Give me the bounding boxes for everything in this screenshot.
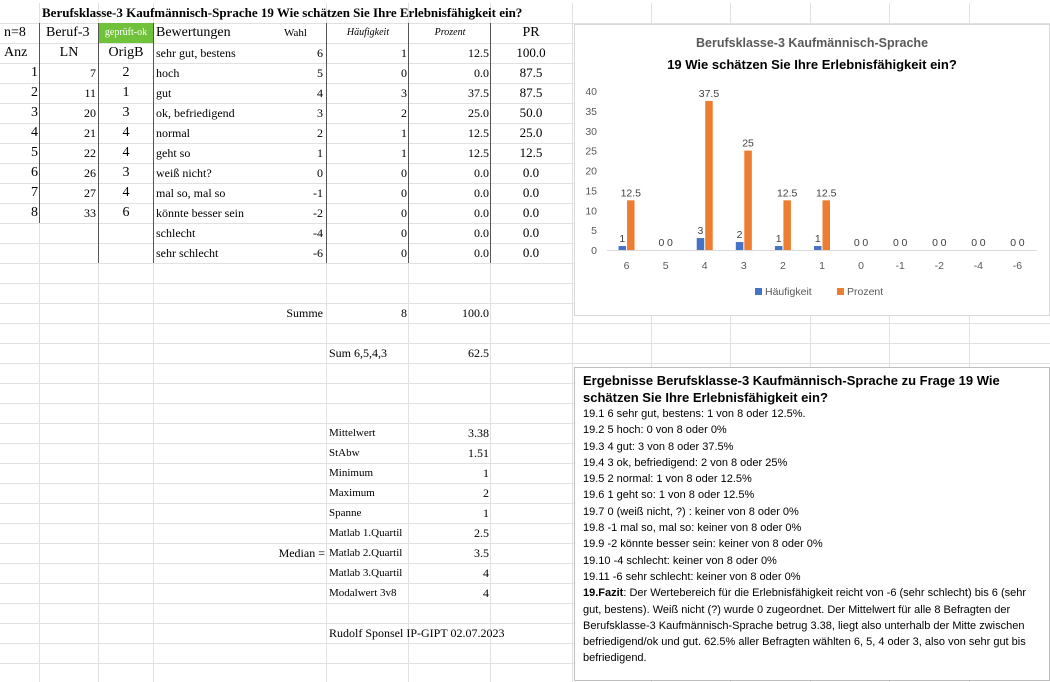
stat-value: 4 <box>483 586 489 600</box>
y-tick-label: 10 <box>585 205 597 218</box>
data-label-haeufigkeit: 0 <box>853 237 860 249</box>
x-tick-label: 5 <box>662 260 669 272</box>
results-heading: Ergebnisse Berufsklasse-3 Kaufmännisch-Sprache zu Frage 19 Wie schätzen Sie Ihre Erlebnisfähigkeit ein? <box>583 373 1000 405</box>
rating-prozent: 0.0 <box>474 246 489 260</box>
rating-label: sehr schlecht <box>156 246 219 260</box>
rating-prozent: 0.0 <box>474 206 489 220</box>
col-prozent: Prozent <box>434 27 466 38</box>
rating-wahl: -1 <box>313 186 323 200</box>
rating-haeufigkeit: 0 <box>401 166 407 180</box>
x-tick-label: 3 <box>740 260 747 272</box>
x-tick-label: -4 <box>973 260 984 272</box>
subject-anz: 3 <box>31 105 38 120</box>
sum6543-value: 62.5 <box>468 346 489 360</box>
bar-chart[interactable] <box>574 24 1050 316</box>
subject-anz: 4 <box>31 125 38 140</box>
rating-haeufigkeit: 1 <box>401 126 407 140</box>
rating-haeufigkeit: 0 <box>401 226 407 240</box>
data-label-haeufigkeit: 0 <box>971 237 978 249</box>
rating-label: gut <box>156 86 172 100</box>
fazit-paragraph <box>575 585 1049 666</box>
median-label: Median = <box>278 546 325 560</box>
subject-origb: 4 <box>122 145 130 160</box>
bar-prozent <box>627 200 635 250</box>
subject-origb: 2 <box>122 65 130 80</box>
bar-haeufigkeit <box>775 246 783 250</box>
legend-label-prozent: Prozent <box>847 286 884 298</box>
stat-label: Maximum <box>329 487 375 499</box>
data-label-haeufigkeit: 1 <box>619 233 626 246</box>
stat-label: StAbw <box>329 447 360 459</box>
summe-label: Summe <box>286 306 323 320</box>
rating-haeufigkeit: 1 <box>401 146 407 160</box>
x-tick-label: -1 <box>895 260 905 272</box>
rating-wahl: 2 <box>317 126 323 140</box>
rating-pr: 87.5 <box>519 85 543 100</box>
rating-prozent: 0.0 <box>474 186 489 200</box>
result-line: 19.2 5 hoch: 0 von 8 oder 0% <box>583 424 727 437</box>
result-lines <box>575 406 1049 585</box>
stat-label: Mittelwert <box>329 427 376 439</box>
sheet-title: Berufsklasse-3 Kaufmännisch-Sprache 19 Wie schätzen Sie Ihre Erlebnisfähigkeit ein? <box>42 5 523 20</box>
col-anz: Anz <box>4 45 28 60</box>
summe-h: 8 <box>401 306 407 320</box>
chart-subtitle: 19 Wie schätzen Sie Ihre Erlebnisfähigkeit ein? <box>667 57 957 72</box>
bar-prozent <box>744 151 752 250</box>
results-textbox[interactable] <box>574 367 1050 681</box>
result-line: 19.10 -4 schlecht: keiner von 8 oder 0% <box>583 554 777 567</box>
result-line: 19.1 6 sehr gut, bestens: 1 von 8 oder 12.5%. <box>583 408 806 420</box>
rating-wahl: -4 <box>313 226 323 240</box>
subject-origb: 4 <box>122 125 130 140</box>
rating-label: mal so, mal so <box>156 186 226 200</box>
legend-swatch-prozent <box>837 288 844 295</box>
subject-ln: 20 <box>84 106 96 120</box>
data-label-haeufigkeit: 1 <box>814 233 821 246</box>
data-label-prozent: 0 <box>979 237 986 249</box>
stat-value: 3.38 <box>468 426 489 440</box>
subject-anz: 2 <box>31 85 38 100</box>
result-line: 19.4 3 ok, befriedigend: 2 von 8 oder 25% <box>583 456 788 469</box>
rating-label: normal <box>156 126 190 140</box>
bar-prozent <box>823 200 831 250</box>
rating-label: weiß nicht? <box>156 166 212 180</box>
rating-pr: 12.5 <box>519 145 543 160</box>
subject-origb: 1 <box>122 85 130 100</box>
rating-haeufigkeit: 0 <box>401 206 407 220</box>
rating-pr: 0.0 <box>522 185 540 200</box>
x-tick-label: 6 <box>623 260 630 272</box>
subject-ln: 33 <box>84 206 96 220</box>
result-line: 19.8 -1 mal so, mal so: keiner von 8 oder 0% <box>583 522 802 535</box>
rating-pr: 0.0 <box>522 205 540 220</box>
rating-pr: 25.0 <box>519 125 543 140</box>
subject-ln: 22 <box>84 146 96 160</box>
rating-wahl: -2 <box>313 206 323 220</box>
y-tick-label: 15 <box>585 185 597 198</box>
data-label-prozent: 0 <box>666 237 673 249</box>
rating-pr: 100.0 <box>516 45 546 60</box>
col-bewertungen: Bewertungen <box>156 25 231 40</box>
data-label-prozent: 12.5 <box>776 187 798 200</box>
bar-prozent <box>783 200 791 250</box>
x-tick-label: -6 <box>1012 260 1023 272</box>
subject-origb: 6 <box>122 205 130 220</box>
stat-value: 1 <box>483 466 489 480</box>
stat-value: 2.5 <box>474 526 489 540</box>
data-label-haeufigkeit: 0 <box>658 237 665 249</box>
rating-pr: 50.0 <box>519 105 543 120</box>
rating-prozent: 25.0 <box>468 106 489 120</box>
y-tick-label: 25 <box>585 145 597 158</box>
x-tick-label: -2 <box>934 260 944 272</box>
stat-value: 2 <box>483 486 489 500</box>
stat-value: 1 <box>483 506 489 520</box>
n-label: n=8 <box>4 25 26 40</box>
result-line: 19.7 0 (weiß nicht, ?) : keiner von 8 oder 0% <box>583 505 799 518</box>
rating-haeufigkeit: 0 <box>401 186 407 200</box>
result-line: 19.9 -2 könnte besser sein: keiner von 8 oder 0% <box>583 538 823 551</box>
rating-wahl: 1 <box>317 146 323 160</box>
data-label-prozent: 12.5 <box>620 187 642 200</box>
stat-label: Minimum <box>329 467 374 479</box>
rating-label: schlecht <box>156 226 196 240</box>
subject-ln: 11 <box>84 86 96 100</box>
fazit-label: 19.Fazit <box>583 587 624 600</box>
subject-anz: 1 <box>31 65 38 80</box>
y-tick-label: 30 <box>585 125 597 138</box>
data-label-prozent: 0 <box>940 237 947 249</box>
rating-pr: 0.0 <box>522 225 540 240</box>
result-line: 19.5 2 normal: 1 von 8 oder 12.5% <box>583 473 752 486</box>
subject-ln: 21 <box>84 126 96 140</box>
y-tick-label: 35 <box>585 105 597 118</box>
x-tick-label: 0 <box>858 260 865 272</box>
subject-anz: 8 <box>31 205 38 220</box>
result-line: 19.11 -6 sehr schlecht: keiner von 8 oder 0% <box>583 570 801 583</box>
stat-label: Spanne <box>329 507 362 519</box>
stat-label: Matlab 1.Quartil <box>329 527 403 539</box>
y-tick-label: 0 <box>591 245 597 257</box>
col-haeufigkeit: Häufigkeit <box>346 27 390 38</box>
data-label-haeufigkeit: 0 <box>1010 237 1017 249</box>
x-tick-label: 2 <box>779 260 786 272</box>
stat-label: Matlab 3.Quartil <box>329 567 403 579</box>
rating-wahl: 3 <box>317 106 323 120</box>
col-beruf: Beruf-3 <box>46 25 90 40</box>
rating-haeufigkeit: 0 <box>401 246 407 260</box>
rating-prozent: 0.0 <box>474 166 489 180</box>
data-label-haeufigkeit: 0 <box>893 237 899 249</box>
rating-prozent: 0.0 <box>474 66 489 80</box>
col-checked: geprüft-ok <box>99 23 153 43</box>
rating-haeufigkeit: 2 <box>401 106 407 120</box>
result-line: 19.3 4 gut: 3 von 8 oder 37.5% <box>583 440 734 453</box>
rating-prozent: 0.0 <box>474 226 489 240</box>
rating-wahl: 6 <box>317 46 323 60</box>
x-tick-label: 4 <box>701 260 708 272</box>
rating-label: geht so <box>156 146 191 160</box>
bar-haeufigkeit <box>736 242 744 250</box>
rating-label: könnte besser sein <box>156 206 244 220</box>
stat-label: Modalwert 3v8 <box>329 587 397 599</box>
data-label-prozent: 0 <box>862 237 869 249</box>
col-origb: OrigB <box>108 45 144 60</box>
bar-haeufigkeit <box>619 246 627 250</box>
sum6543-label: Sum 6,5,4,3 <box>329 346 388 360</box>
stat-label: Matlab 2.Quartil <box>329 547 403 559</box>
rating-wahl: -6 <box>313 246 323 260</box>
bar-prozent <box>705 101 713 250</box>
bar-haeufigkeit <box>697 238 705 250</box>
data-label-prozent: 25 <box>742 137 754 150</box>
rating-pr: 0.0 <box>522 165 540 180</box>
subject-origb: 3 <box>122 165 130 180</box>
rating-label: ok, befriedigend <box>156 106 235 120</box>
subject-anz: 7 <box>31 185 38 200</box>
data-label-prozent: 0 <box>901 237 908 249</box>
subject-ln: 27 <box>84 186 96 200</box>
result-line: 19.6 1 geht so: 1 von 8 oder 12.5% <box>583 489 755 502</box>
rating-label: hoch <box>156 66 180 80</box>
col-wahl: Wahl <box>284 27 307 39</box>
data-label-haeufigkeit: 3 <box>697 225 704 238</box>
rating-label: sehr gut, bestens <box>156 46 236 60</box>
chart-title: Berufsklasse-3 Kaufmännisch-Sprache <box>695 36 929 50</box>
stat-value: 1.51 <box>468 446 489 460</box>
data-label-haeufigkeit: 0 <box>932 237 938 249</box>
data-label-prozent: 12.5 <box>816 187 837 200</box>
subject-ln: 26 <box>84 166 96 180</box>
data-label-haeufigkeit: 1 <box>775 233 782 246</box>
stat-value: 3.5 <box>474 546 489 560</box>
y-tick-label: 5 <box>591 225 597 238</box>
y-tick-label: 40 <box>585 86 597 98</box>
rating-haeufigkeit: 0 <box>401 66 407 80</box>
author-note: Rudolf Sponsel IP-GIPT 02.07.2023 <box>329 626 505 640</box>
legend-swatch-haeufigkeit <box>755 288 762 295</box>
stat-value: 4 <box>483 566 489 580</box>
legend-label-haeufigkeit: Häufigkeit <box>765 286 812 298</box>
bar-haeufigkeit <box>814 246 822 250</box>
rating-prozent: 37.5 <box>468 86 489 100</box>
rating-wahl: 0 <box>317 166 323 180</box>
subject-ln: 7 <box>90 66 96 80</box>
rating-prozent: 12.5 <box>468 126 489 140</box>
rating-pr: 87.5 <box>519 65 543 80</box>
y-tick-label: 20 <box>585 165 597 178</box>
rating-wahl: 4 <box>317 86 323 100</box>
subject-origb: 4 <box>122 185 130 200</box>
chart-canvas <box>575 25 1049 315</box>
rating-wahl: 5 <box>317 66 323 80</box>
rating-prozent: 12.5 <box>468 46 489 60</box>
fazit-text: : Der Wertebereich für die Erlebnisfähigkeit reicht von -6 (sehr schlecht) bis 6 (sehr gut, bestens). Weiß nicht (?) wurde 0 zugeordnet. Der Mittelwert für alle 8 Befragten der Berufsklasse-3 Kaufmännisch-Sprache betrug 3.38, liegt also unterhalb der Mitte zwischen befriedigend/ok und gut. 62.5% aller Befragten wählten 6, 5, 4 oder 3, also von sehr gut bis befriedigend. <box>583 587 1027 665</box>
rating-prozent: 12.5 <box>468 146 489 160</box>
data-label-prozent: 0 <box>1018 237 1025 249</box>
data-label-haeufigkeit: 2 <box>736 229 743 242</box>
col-ln: LN <box>59 45 79 60</box>
subject-anz: 6 <box>31 165 38 180</box>
summe-p: 100.0 <box>462 306 489 320</box>
rating-haeufigkeit: 1 <box>401 46 407 60</box>
subject-origb: 3 <box>122 105 130 120</box>
data-label-prozent: 37.5 <box>698 87 720 100</box>
col-pr: PR <box>522 25 540 40</box>
rating-pr: 0.0 <box>522 245 540 260</box>
rating-haeufigkeit: 3 <box>401 86 407 100</box>
x-tick-label: 1 <box>819 260 825 272</box>
subject-anz: 5 <box>31 145 38 160</box>
